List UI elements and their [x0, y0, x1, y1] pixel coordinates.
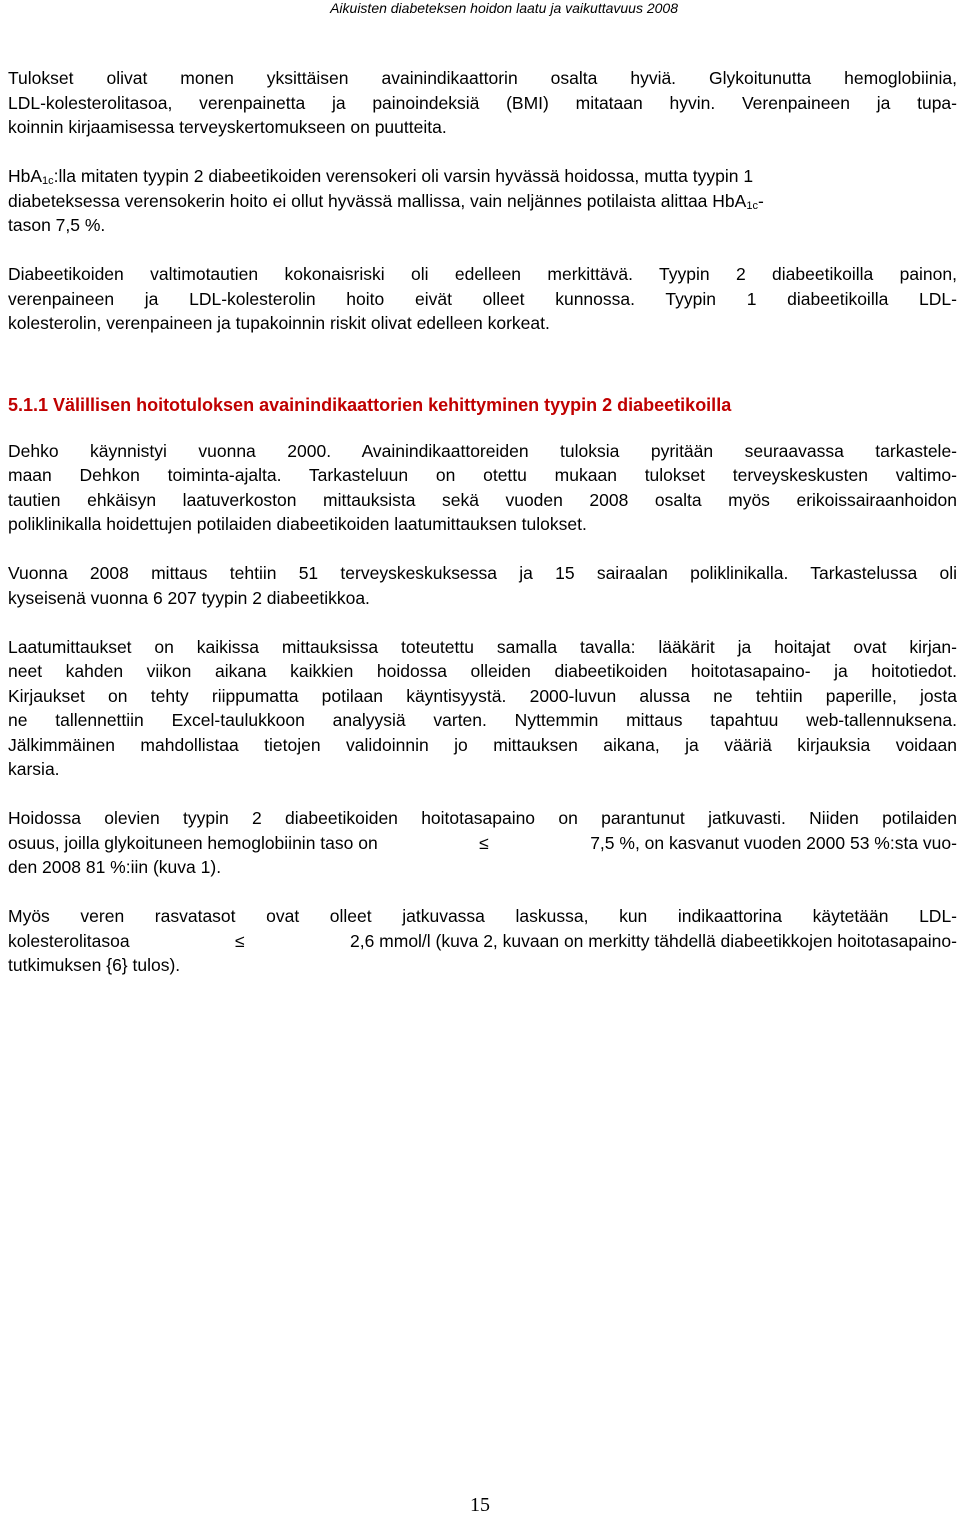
text-line: Dehko käynnistyi vuonna 2000. Avainindikaattoreiden tuloksia pyritään seuraavassa tarkastele-: [8, 440, 957, 461]
text-hyphen: -: [757, 190, 764, 211]
text-line: Tulokset olivat monen yksittäisen avainindikaattorin osalta hyviä. Glykoitunutta hemoglobiinia,: [8, 68, 957, 88]
text-line: Jälkimmäinen mahdollistaa tietojen validoinnin jo mittauksen aikana, ja vääriä kirjauksia voidaan: [8, 734, 957, 755]
paragraph-lipid-levels: [8, 904, 957, 978]
paragraph-hba1c: [8, 164, 957, 238]
text-line: kolesterolin, verenpaineen ja tupakoinnin riskit olivat edelleen korkeat.: [8, 313, 550, 333]
text-line: tason 7,5 %.: [8, 215, 106, 235]
page-number: 15: [470, 1494, 490, 1516]
text-segment: kolesterolitasoa: [8, 930, 130, 951]
text-line: koinnin kirjaamisessa terveyskertomukseen on puutteita.: [8, 117, 447, 137]
page-body: [8, 66, 957, 978]
text-subscript: 1c: [42, 175, 54, 187]
text-line: [8, 929, 957, 954]
text-line: [8, 831, 957, 856]
text-segment: osuus, joilla glykoituneen hemoglobiinin taso on: [8, 832, 378, 853]
text-line: Vuonna 2008 mittaus tehtiin 51 terveyskeskuksessa ja 15 sairaalan poliklinikalla. Tarkastelussa oli: [8, 563, 957, 583]
text-line: Myös veren rasvatasot ovat olleet jatkuvassa laskussa, kun indikaattorina käytetään LDL-: [8, 906, 957, 926]
paragraph-dehko: [8, 439, 957, 537]
text-line: kyseisenä vuonna 6 207 tyypin 2 diabeetikkoa.: [8, 587, 370, 608]
paragraph-cardiovascular-risk: [8, 262, 957, 336]
text-line: tutkimuksen {6} tulos).: [8, 955, 181, 975]
paragraph-glycemic-balance: [8, 806, 957, 880]
text-line: karsia.: [8, 759, 60, 779]
text-line: LDL-kolesterolitasoa, verenpainetta ja painoindeksiä (BMI) mitataan hyvin. Verenpaineen ja tupa-: [8, 92, 957, 113]
text-line: poliklinikalla hoidettujen potilaiden diabeetikoiden laatumittauksen tulokset.: [8, 514, 587, 534]
running-header: Aikuisten diabeteksen hoidon laatu ja vaikuttavuus 2008: [330, 0, 678, 16]
text-segment: 2,6 mmol/l (kuva 2, kuvaan on merkitty tähdellä diabeetikkojen hoitotasapaino-: [349, 930, 957, 951]
text-line: verenpaineen ja LDL-kolesterolin hoito eivät olleet kunnossa. Tyypin 1 diabeetikoilla LDL-: [8, 288, 957, 309]
text-line: ne tallennettiin Excel-taulukkoon analyysiä varten. Nyttemmin mittaus tapahtuu web-tallennuksena.: [8, 710, 957, 730]
text-line: Diabeetikoiden valtimotautien kokonaisriski oli edelleen merkittävä. Tyypin 2 diabeetikoilla painon,: [8, 264, 957, 284]
text-line-rest: :lla mitaten tyypin 2 diabeetikoiden verensokeri oli varsin hyvässä hoidossa, mutta tyypin 1: [53, 166, 754, 186]
paragraph-quality-measurements: [8, 635, 957, 782]
less-or-equal-symbol: ≤: [479, 832, 489, 853]
text-line: den 2008 81 %:iin (kuva 1).: [8, 857, 222, 877]
text-line: Hoidossa olevien tyypin 2 diabeetikoiden hoitotasapaino on parantunut jatkuvasti. Niiden potilaiden: [8, 808, 957, 828]
paragraph-measurement-2008: [8, 561, 957, 610]
text-subscript: 1c: [746, 199, 758, 212]
text-line: [8, 164, 957, 189]
text-hba: HbA: [8, 166, 43, 186]
section-heading: 5.1.1 Välillisen hoitotuloksen avainindikaattorien kehittyminen tyypin 2 diabeetikoilla: [8, 394, 732, 415]
text-line: neet kahden viikon aikana kaikkien hoidossa olleiden diabeetikoiden hoitotasapaino- ja hoitotiedot.: [8, 661, 957, 681]
less-or-equal-symbol: ≤: [234, 930, 245, 951]
text-segment: 7,5 %, on kasvanut vuoden 2000 53 %:sta vuo-: [590, 832, 957, 853]
text-line-main: diabeteksessa verensokerin hoito ei ollut hyvässä mallissa, vain neljännes potilaista alittaa HbA: [8, 190, 747, 211]
text-line: [8, 189, 957, 214]
text-line: Kirjaukset on tehty riippumatta potilaan käyntisyystä. 2000-luvun alussa ne tehtiin paperille, josta: [8, 685, 957, 706]
paragraph-results-summary: [8, 66, 957, 140]
text-line: tautien ehkäisyn laatuverkoston mittauksista sekä vuoden 2008 osalta myös erikoissairaanhoidon: [8, 489, 957, 510]
text-line: Laatumittaukset on kaikissa mittauksissa toteutettu samalla tavalla: lääkärit ja hoitajat ovat kirjan-: [8, 636, 957, 657]
text-line: maan Dehkon toiminta-ajalta. Tarkasteluun on otettu mukaan tulokset terveyskeskusten valtimo-: [8, 465, 957, 485]
